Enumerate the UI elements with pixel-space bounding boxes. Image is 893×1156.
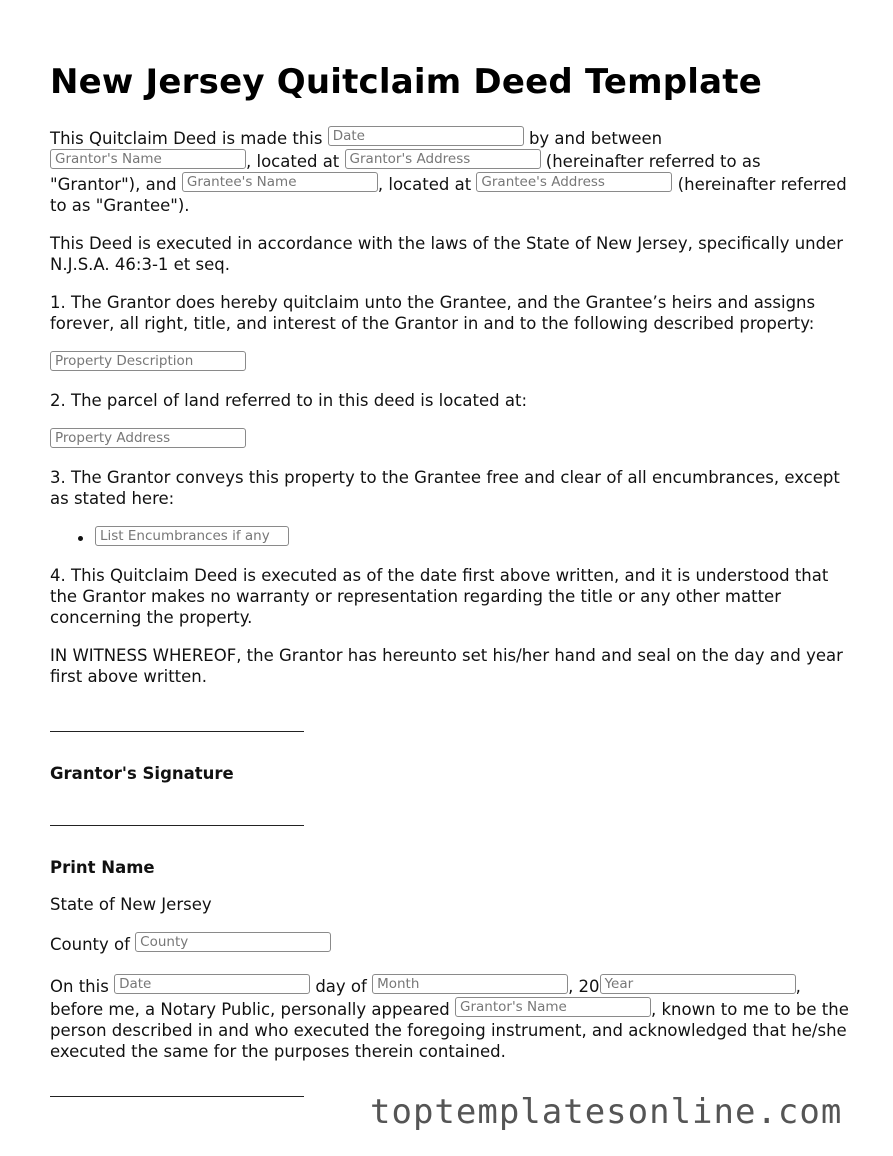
deed-date-input[interactable]: Date: [328, 126, 524, 146]
encumbrances-input[interactable]: List Encumbrances if any: [95, 526, 289, 546]
notary-month-input[interactable]: Month: [372, 974, 568, 994]
notary-text-3: , 20: [568, 977, 600, 996]
intro-paragraph: [50, 126, 850, 216]
intro-text-2: by and between: [528, 129, 663, 148]
clause-2: 2. The parcel of land referred to in this deed is located at:: [50, 391, 528, 410]
notary-paragraph: [50, 974, 850, 1062]
intro-text-3: , located at: [246, 152, 340, 171]
grantee-address-input[interactable]: Grantee's Address: [476, 172, 672, 192]
intro-text-6: (hereinafter referred to as "Grantee").: [50, 175, 847, 215]
grantor-signature-label: Grantor's Signature: [50, 764, 234, 783]
watermark-text: toptemplatesonline.com: [370, 1092, 843, 1132]
encumbrances-list: [50, 526, 850, 549]
law-paragraph: This Deed is executed in accordance with the laws of the State of New Jersey, specifically under N.J.S.A. 46:3-1 et seq.: [50, 234, 844, 274]
witness-paragraph: IN WITNESS WHEREOF, the Grantor has hereunto set his/her hand and seal on the day and year first above written.: [50, 646, 843, 686]
clause-4: 4. This Quitclaim Deed is executed as of the date first above written, and it is understood that the Grantor makes no warranty or representation regarding the title or any other matter concerning the property.: [50, 566, 829, 627]
intro-text-4: (hereinafter referred to as "Grantor"), and: [50, 152, 761, 194]
county-label: County of: [50, 935, 130, 954]
print-name-line: [50, 825, 304, 826]
notary-text-2: day of: [315, 977, 367, 996]
property-address-input[interactable]: Property Address: [50, 428, 246, 448]
list-item: [95, 526, 850, 549]
grantor-name-input[interactable]: Grantor's Name: [50, 149, 246, 169]
page-title: New Jersey Quitclaim Deed Template: [50, 62, 762, 102]
notary-signature-line: [50, 1096, 304, 1097]
notary-text-4: , before me, a Notary Public, personally appeared: [50, 977, 801, 1019]
property-description-input[interactable]: Property Description: [50, 351, 246, 371]
state-line: State of New Jersey: [50, 895, 212, 914]
notary-date-input[interactable]: Date: [114, 974, 310, 994]
notary-text-5: , known to me to be the person described in and who executed the foregoing instrument, and acknowledged that he/she executed the same for the purposes therein contained.: [50, 1000, 849, 1061]
grantor-address-input[interactable]: Grantor's Address: [345, 149, 541, 169]
notary-text-1: On this: [50, 977, 109, 996]
notary-year-input[interactable]: Year: [600, 974, 796, 994]
intro-text-1: This Quitclaim Deed is made this: [50, 129, 323, 148]
clause-1: 1. The Grantor does hereby quitclaim unto the Grantee, and the Grantee’s heirs and assigns forever, all right, title, and interest of the Grantor in and to the following described property:: [50, 293, 816, 333]
print-name-label: Print Name: [50, 858, 155, 877]
clause-3: 3. The Grantor conveys this property to the Grantee free and clear of all encumbrances, except as stated here:: [50, 468, 840, 508]
county-line: [50, 932, 850, 955]
grantor-signature-line: [50, 731, 304, 732]
notary-grantor-name-input[interactable]: Grantor's Name: [455, 997, 651, 1017]
grantee-name-input[interactable]: Grantee's Name: [182, 172, 378, 192]
deed-document: [50, 62, 850, 1129]
county-input[interactable]: County: [135, 932, 331, 952]
intro-text-5: , located at: [377, 175, 472, 194]
